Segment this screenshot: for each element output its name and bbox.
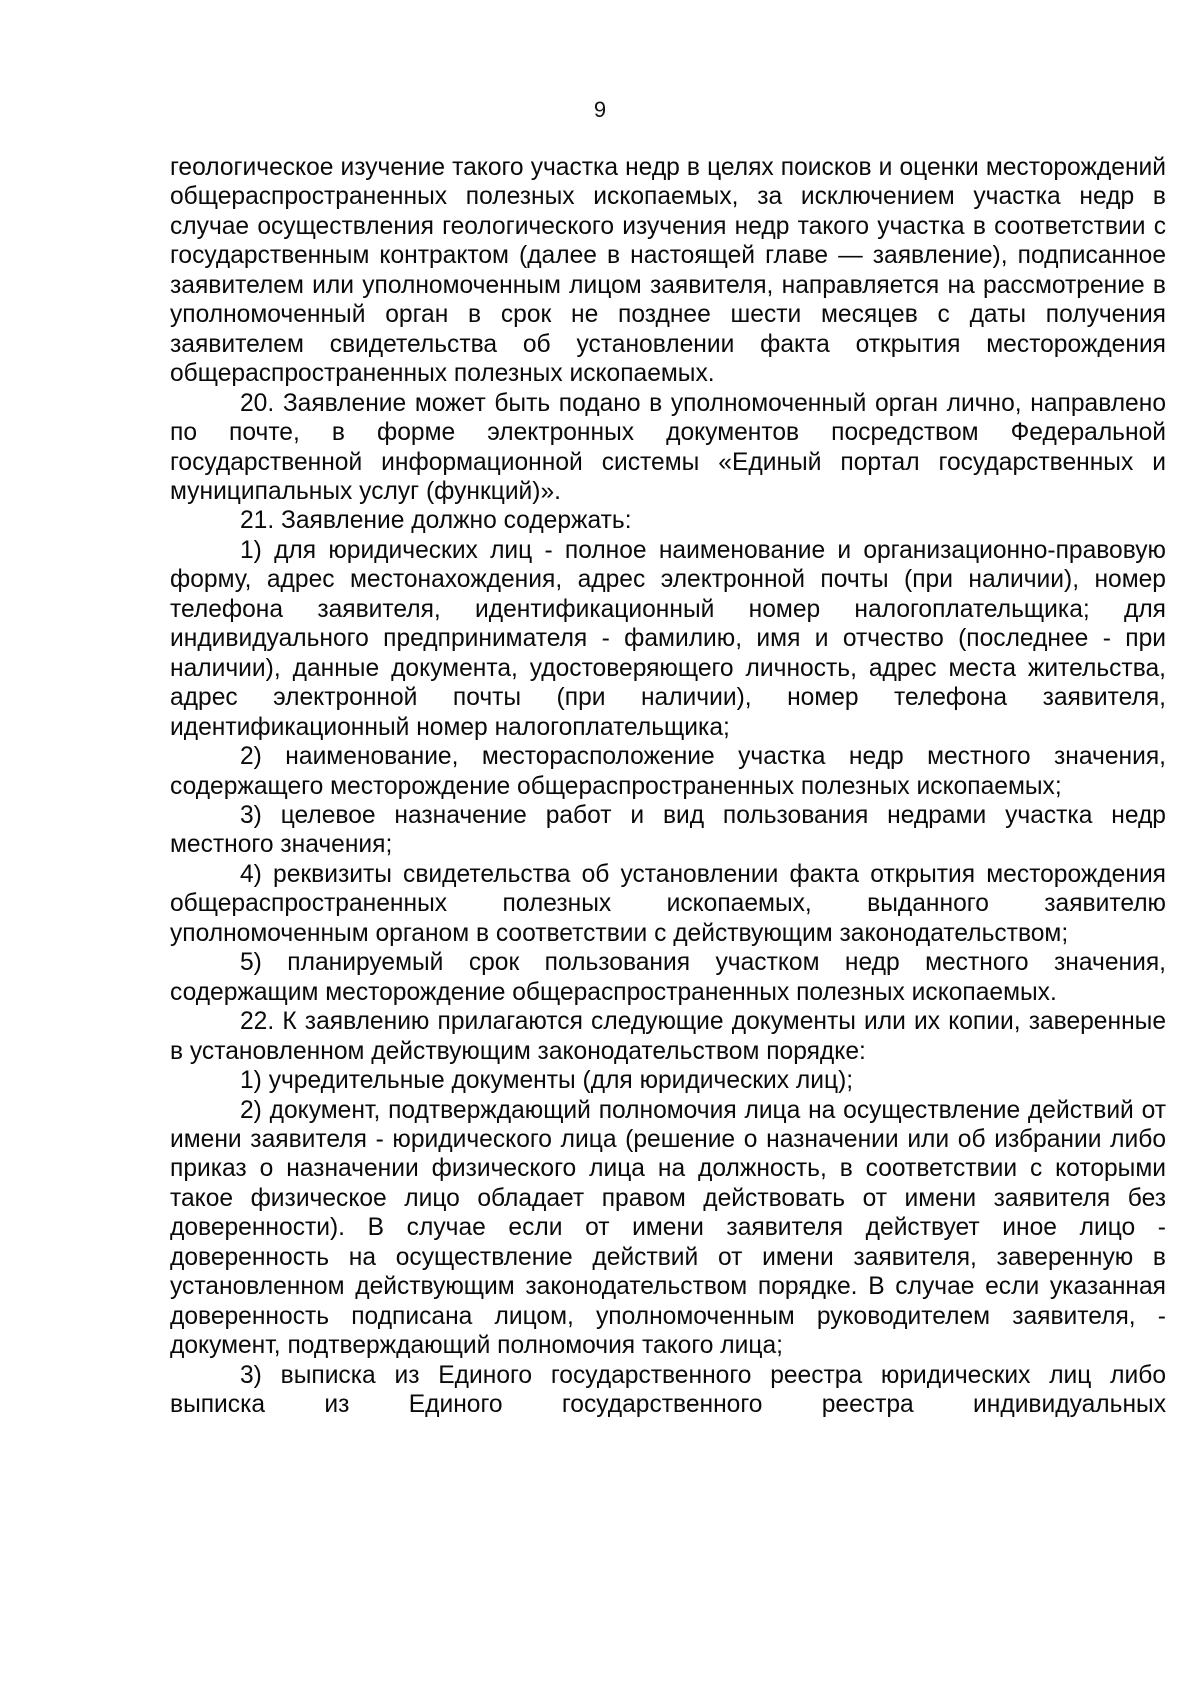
paragraph-item-21-1: 1) для юридических лиц - полное наименование и организационно-правовую форму, адрес местонахождения, адрес электронной почты (при наличии), номер телефона заявителя, идентификационный номер налогоплательщика; для индивидуального предпринимателя - фамилию, имя и отчество (последнее - при наличии), данные документа, удостоверяющего личность, адрес места жительства, адрес электронной почты (при наличии), номер телефона заявителя, идентификационный номер налогоплательщика; <box>170 536 1166 741</box>
paragraph-item-22: 22. К заявлению прилагаются следующие документы или их копии, заверенные в установленном действующим законодательством порядке: <box>170 1008 1166 1065</box>
paragraph-item-21-4: 4) реквизиты свидетельства об установлении факта открытия месторождения общераспространенных полезных ископаемых, выданного заявителю уполномоченным органом в соответствии с действующим законодательством; <box>170 860 1166 947</box>
document-body <box>170 153 1166 1419</box>
paragraph-continuation: геологическое изучение такого участка недр в целях поисков и оценки месторождений общераспространенных полезных ископаемых, за исключением участка недр в случае осуществления геологического изучения недр такого участка в соответствии с государственным контрактом (далее в настоящей главе — заявление), подписанное заявителем или уполномоченным лицом заявителя, направляется на рассмотрение в уполномоченный орган в срок не позднее шести месяцев с даты получения заявителем свидетельства об установлении факта открытия месторождения общераспространенных полезных ископаемых. <box>170 154 1166 388</box>
paragraph-item-22-3: 3) выписка из Единого государственного реестра юридических лиц либо выписка из Единого государственного реестра индивидуальных <box>170 1361 1166 1419</box>
page-number: 9 <box>593 97 607 122</box>
paragraph-item-20: 20. Заявление может быть подано в уполномоченный орган лично, направлено по почте, в форме электронных документов посредством Федеральной государственной информационной системы «Единый портал государственных и муниципальных услуг (функций)». <box>170 389 1166 505</box>
paragraph-item-21-2: 2) наименование, месторасположение участка недр местного значения, содержащего месторождение общераспространенных полезных ископаемых; <box>170 743 1166 800</box>
paragraph-item-21-3: 3) целевое назначение работ и вид пользования недрами участка недр местного значения; <box>170 801 1166 859</box>
paragraph-item-22-2: 2) документ, подтверждающий полномочия лица на осуществление действий от имени заявителя - юридического лица (решение о назначении или об избрании либо приказ о назначении физического лица на должность, в соответствии с которыми такое физическое лицо обладает правом действовать от имени заявителя без доверенности). В случае если от имени заявителя действует иное лицо - доверенность на осуществление действий от имени заявителя, заверенную в установленном действующим законодательством порядке. В случае если указанная доверенность подписана лицом, уполномоченным руководителем заявителя, - документ, подтверждающий полномочия такого лица; <box>170 1096 1166 1360</box>
paragraph-item-22-1: 1) учредительные документы (для юридических лиц); <box>240 1067 854 1095</box>
paragraph-item-21: 21. Заявление должно содержать: <box>240 507 632 535</box>
paragraph-item-21-5: 5) планируемый срок пользования участком недр местного значения, содержащим месторождение общераспространенных полезных ископаемых. <box>170 949 1166 1006</box>
